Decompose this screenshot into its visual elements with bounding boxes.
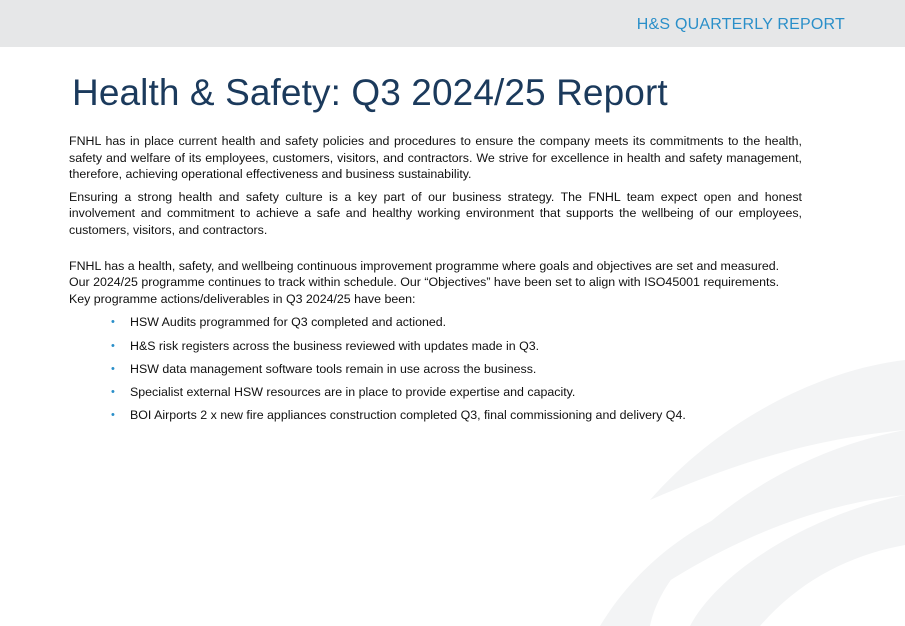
list-item: • Specialist external HSW resources are in place to provide expertise and capacity.: [111, 384, 576, 399]
list-item: • HSW data management software tools remain in use across the business.: [111, 361, 537, 376]
list-item: • BOI Airports 2 x new fire appliances construction completed Q3, final commissioning and delivery Q4.: [111, 408, 686, 423]
deliverables-list: [69, 314, 802, 423]
bullet-icon: •: [111, 339, 115, 352]
page-title: Health & Safety: Q3 2024/25 Report: [72, 72, 668, 113]
list-item: • HSW Audits programmed for Q3 completed and actioned.: [111, 315, 447, 330]
bullet-icon: •: [111, 385, 115, 398]
culture-paragraph: Ensuring a strong health and safety culture is a key part of our business strategy. The FNHL team expect open and honest involvement and commitment to achieve a safe and healthy working environment that supports the wellbeing of our employees, customers, visitors, and contractors.: [69, 189, 802, 237]
report-label: H&S QUARTERLY REPORT: [636, 16, 845, 33]
programme-paragraph: FNHL has a health, safety, and wellbeing continuous improvement programme where goals and objectives are set and measured. Our 2024/25 programme continues to track within schedule. Our “Objectives” have been set to align with ISO45001 requirements. Key programme actions/deliverables in Q3 2024/25 have been:: [69, 258, 780, 306]
bullet-icon: •: [111, 362, 115, 375]
report-body: [69, 133, 802, 430]
bullet-icon: •: [111, 316, 115, 329]
list-item: • H&S risk registers across the business reviewed with updates made in Q3.: [111, 338, 540, 353]
bullet-icon: •: [111, 409, 115, 422]
intro-paragraph: FNHL has in place current health and safety policies and procedures to ensure the company meets its commitments to the health, safety and welfare of its employees, customers, visitors, and contractors. We strive for excellence in health and safety management, therefore, achieving operational effectiveness and business sustainability.: [69, 134, 802, 182]
